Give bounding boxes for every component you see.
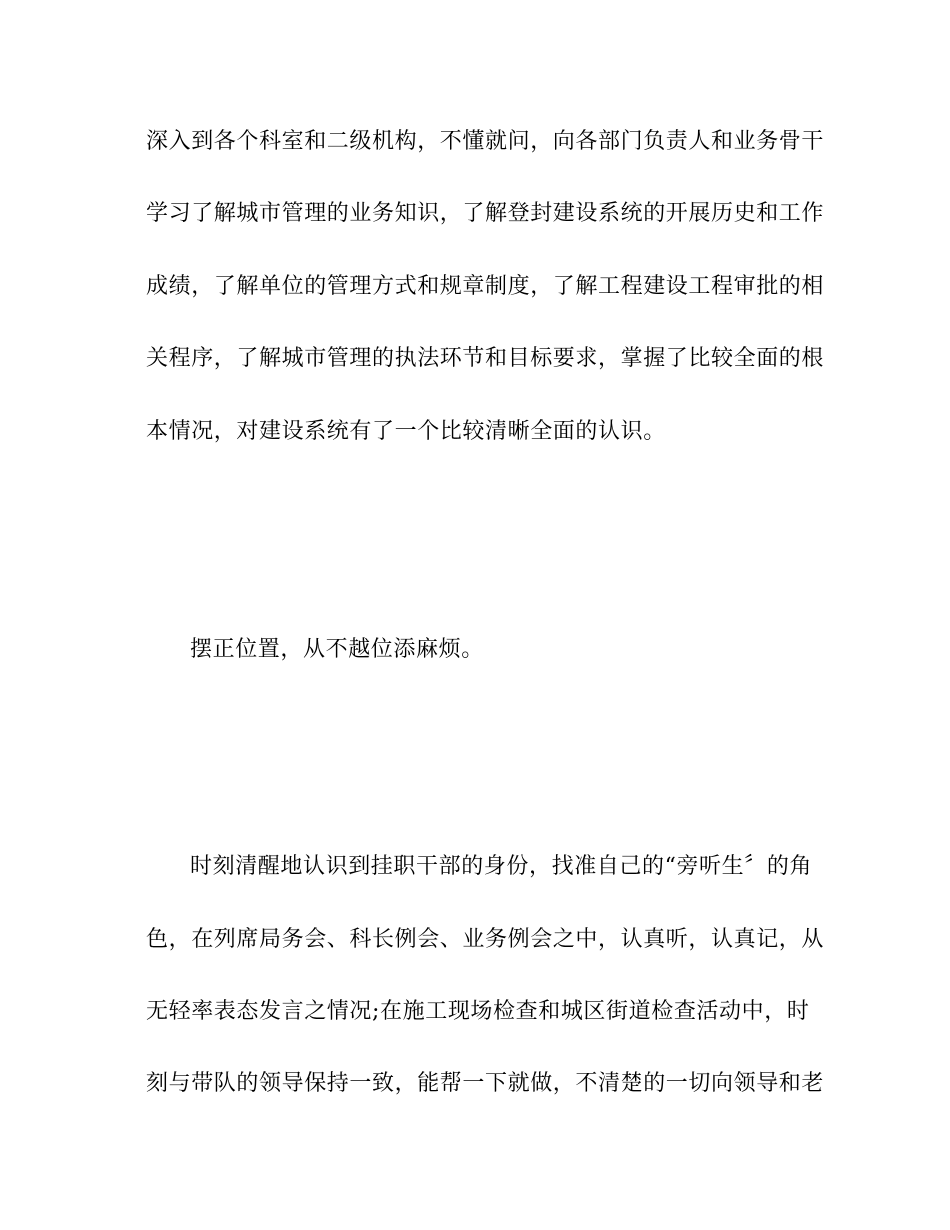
paragraph2-line-4: 刻与带队的领导保持一致，能帮一下就做，不清楚的一切向领导和老 (146, 1071, 825, 1096)
paragraph1-line-2: 学习了解城市管理的业务知识，了解登封建设系统的开展历史和工作 (146, 201, 825, 226)
paragraph1-line-5: 本情况，对建设系统有了一个比较清晰全面的认识。 (146, 419, 666, 444)
paragraph2-line-3: 无轻率表态发言之情况;在施工现场检查和城区街道检查活动中，时 (146, 999, 810, 1024)
paragraph2-line-2: 色，在列席局务会、科长例会、业务例会之中，认真听，认真记，从 (146, 927, 825, 952)
section-heading: 摆正位置，从不越位添麻烦。 (190, 637, 484, 662)
paragraph1-line-1: 深入到各个科室和二级机构，不懂就问，向各部门负责人和业务骨干 (146, 129, 825, 154)
paragraph1-line-4: 关程序，了解城市管理的执法环节和目标要求，掌握了比较全面的根 (146, 346, 825, 371)
paragraph1-line-3: 成绩，了解单位的管理方式和规章制度，了解工程建设工程审批的相 (146, 274, 825, 299)
paragraph2-line-1: 时刻清醒地认识到挂职干部的身份，找准自己的“旁听生〞的角 (190, 854, 813, 879)
